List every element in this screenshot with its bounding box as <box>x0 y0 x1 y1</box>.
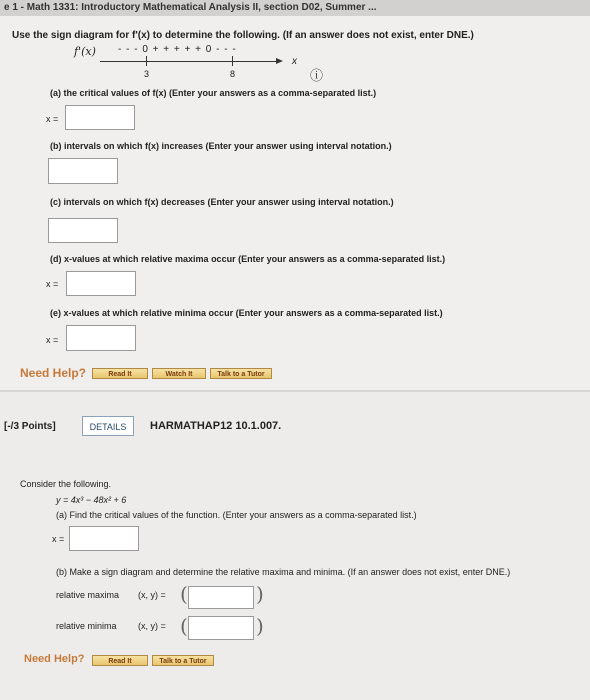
sign-diagram-axis <box>100 61 278 62</box>
details-button[interactable]: DETAILS <box>82 416 134 436</box>
read-it-button[interactable]: Read It <box>92 368 148 379</box>
part-e-prefix: x = <box>46 335 59 345</box>
part-c-input[interactable] <box>48 218 118 243</box>
watch-it-button[interactable]: Watch It <box>152 368 206 379</box>
tick-mark-8 <box>232 56 233 66</box>
tick-label-3: 3 <box>144 69 150 79</box>
relative-minima-xy: (x, y) = <box>138 621 166 631</box>
relative-minima-input[interactable] <box>188 616 254 640</box>
part-d-input[interactable] <box>66 271 136 296</box>
part-e-input[interactable] <box>66 325 136 351</box>
part-b-input[interactable] <box>48 158 118 184</box>
sign-diagram-signs: - - - 0 + + + + + 0 - - - <box>118 44 237 55</box>
q2-part-b-label: (b) Make a sign diagram and determine the relative maxima and minima. (If an answer does not exist, enter DNE.) <box>56 567 511 577</box>
part-e-label: (e) x-values at which relative minima occur (Enter your answers as a comma-separated list.) <box>50 308 443 318</box>
info-icon[interactable]: ⓘ <box>310 68 324 83</box>
close-paren-icon: ) <box>256 614 264 638</box>
window-title: e 1 - Math 1331: Introductory Mathematical Analysis II, section D02, Summer ... <box>0 0 590 16</box>
axis-arrow-icon <box>276 58 283 64</box>
read-it-button-2[interactable]: Read It <box>92 655 148 666</box>
part-d-label: (d) x-values at which relative maxima occur (Enter your answers as a comma-separated list.) <box>50 254 446 264</box>
need-help-label: Need Help? <box>20 366 87 380</box>
part-b-label: (b) intervals on which f(x) increases (Enter your answer using interval notation.) <box>50 141 392 151</box>
close-paren-icon: ) <box>256 582 264 606</box>
question-2-panel <box>0 392 590 700</box>
relative-maxima-xy: (x, y) = <box>138 590 166 600</box>
relative-maxima-label: relative maxima <box>56 590 120 600</box>
q2-part-a-prefix: x = <box>52 534 65 544</box>
q1-instruction: Use the sign diagram for f'(x) to determine the following. (If an answer does not exist, enter DNE.) <box>12 30 474 41</box>
part-a-prefix: x = <box>46 114 59 124</box>
axis-x-label: x <box>292 56 297 67</box>
sign-diagram-label: f'(x) <box>74 45 96 58</box>
part-a-input[interactable] <box>65 105 135 130</box>
relative-minima-label: relative minima <box>56 621 117 631</box>
points-label: [-/3 Points] <box>4 421 56 432</box>
tick-mark-3 <box>146 56 147 66</box>
part-c-label: (c) intervals on which f(x) decreases (Enter your answer using interval notation.) <box>50 197 394 207</box>
part-a-label: (a) the critical values of f(x) (Enter your answers as a comma-separated list.) <box>50 88 377 98</box>
question-1-panel <box>0 16 590 390</box>
relative-maxima-input[interactable] <box>188 586 254 609</box>
equation: y = 4x³ − 48x² + 6 <box>56 495 127 505</box>
need-help-label-2: Need Help? <box>24 653 85 665</box>
question-code: HARMATHAP12 10.1.007. <box>150 420 282 432</box>
q2-part-a-input[interactable] <box>69 526 139 551</box>
open-paren-icon: ( <box>180 582 188 606</box>
talk-to-tutor-button[interactable]: Talk to a Tutor <box>210 368 272 379</box>
consider-text: Consider the following. <box>20 479 112 489</box>
tick-label-8: 8 <box>230 69 236 79</box>
talk-to-tutor-button-2[interactable]: Talk to a Tutor <box>152 655 214 666</box>
q2-part-a-label: (a) Find the critical values of the function. (Enter your answers as a comma-separated list.) <box>56 510 417 520</box>
open-paren-icon: ( <box>180 614 188 638</box>
part-d-prefix: x = <box>46 279 59 289</box>
